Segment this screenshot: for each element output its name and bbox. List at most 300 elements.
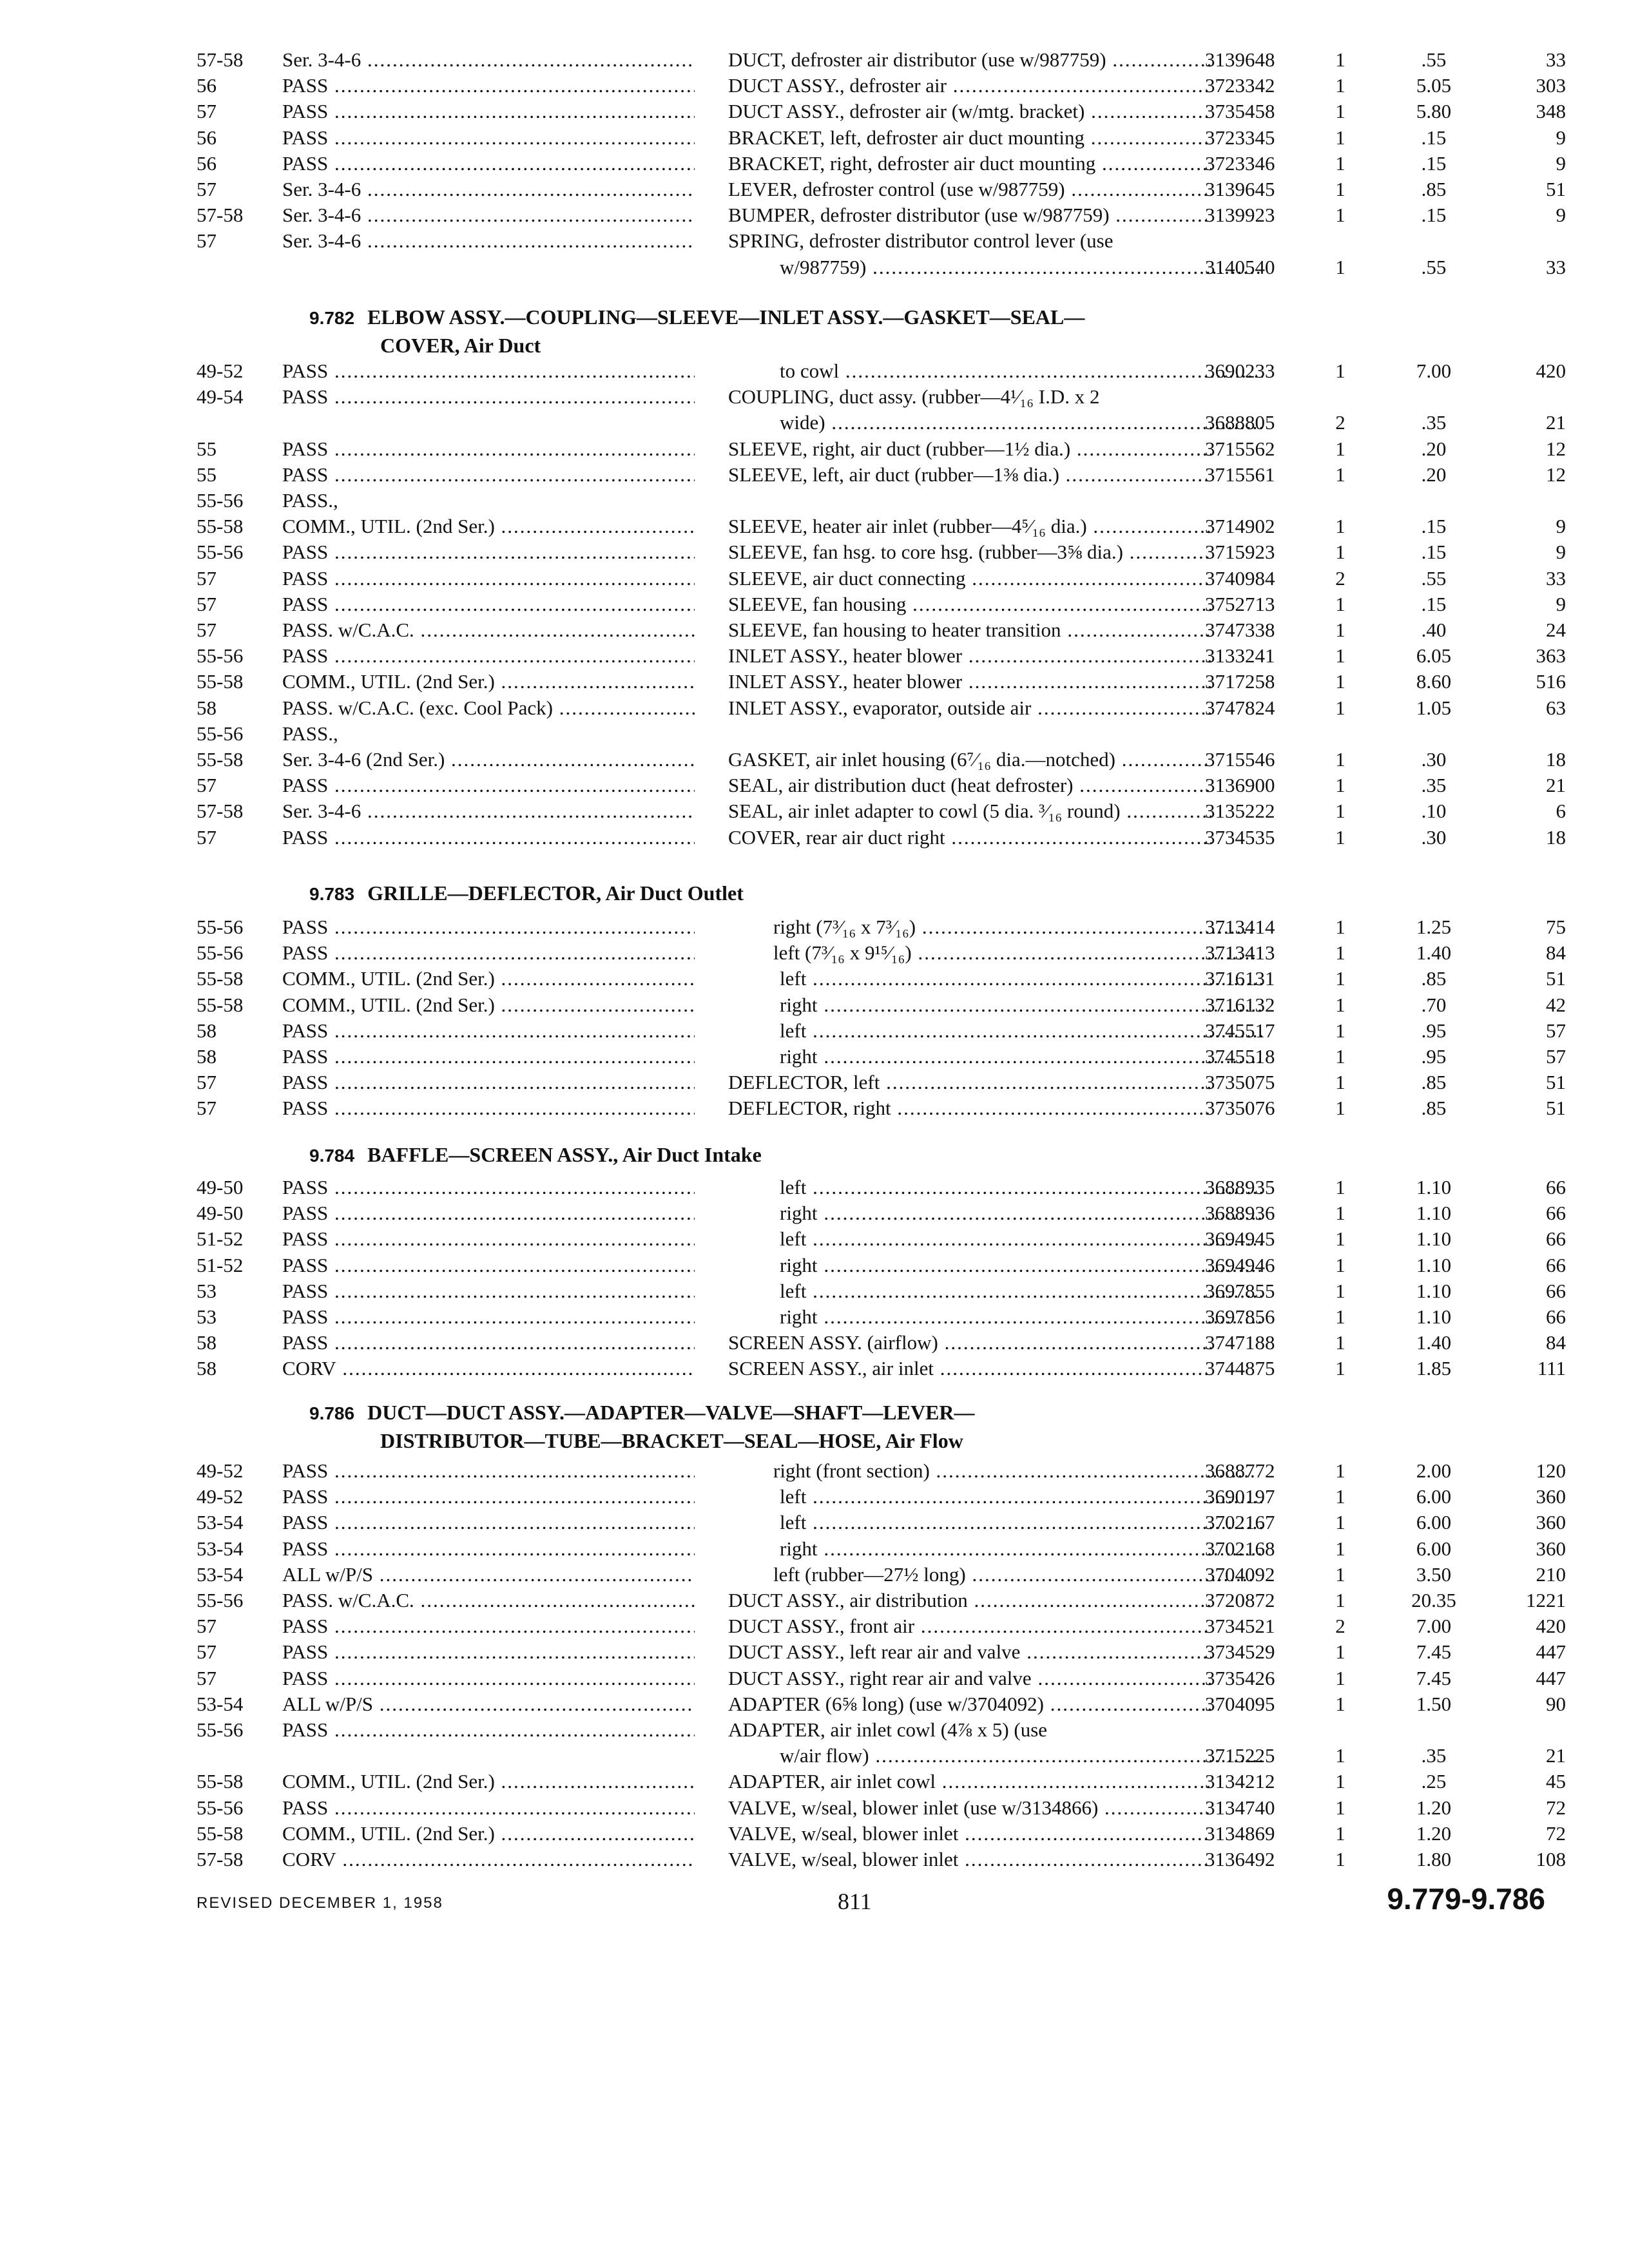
model-series-text: PASS	[282, 1331, 329, 1354]
model-year-text: 55-56	[197, 644, 244, 667]
model-year	[197, 1665, 280, 1692]
part-description	[728, 46, 1211, 73]
part-row	[0, 772, 1629, 799]
quantity-text: 1	[1335, 941, 1345, 964]
quantity	[1327, 254, 1353, 281]
quantity-text: 1	[1335, 1280, 1345, 1302]
part-number-text: 3720872	[1205, 1589, 1275, 1611]
price	[1385, 1225, 1482, 1253]
model-series	[282, 1483, 695, 1510]
price-code-text: 72	[1546, 1822, 1566, 1845]
part-description	[728, 72, 1211, 99]
price-code	[1482, 668, 1566, 695]
price-code-text: 9	[1556, 541, 1566, 563]
price-code	[1482, 1483, 1566, 1510]
quantity-text: 1	[1335, 1667, 1345, 1689]
model-year-text: 57-58	[197, 1848, 244, 1870]
price-code-text: 420	[1536, 1615, 1566, 1637]
part-number-text: 3713413	[1205, 941, 1275, 964]
quantity	[1327, 202, 1353, 229]
model-year-text: 57-58	[197, 800, 244, 822]
price-code	[1482, 1457, 1566, 1485]
quantity	[1327, 1043, 1353, 1070]
model-year	[197, 1716, 280, 1744]
model-year-text: 55-58	[197, 1770, 244, 1792]
price-text: .85	[1421, 178, 1447, 200]
part-number	[1205, 1069, 1327, 1096]
price-text: 1.80	[1416, 1848, 1452, 1870]
model-year	[197, 1535, 280, 1562]
quantity	[1327, 98, 1353, 125]
quantity	[1327, 1561, 1353, 1588]
model-series	[282, 1665, 695, 1692]
price-code	[1482, 617, 1566, 644]
part-number	[1205, 565, 1327, 592]
part-description	[728, 746, 1211, 773]
model-year	[197, 668, 280, 695]
model-year	[197, 1846, 280, 1873]
part-row	[0, 383, 1629, 410]
part-description	[780, 1278, 1263, 1305]
model-series	[282, 487, 695, 514]
model-year-text: 49-54	[197, 385, 244, 408]
part-row	[0, 1587, 1629, 1614]
part-description	[728, 824, 1211, 851]
price-code-text: 21	[1546, 774, 1566, 796]
model-year	[197, 98, 280, 125]
model-year-text: 49-52	[197, 1485, 244, 1508]
part-number-text: 3135222	[1205, 800, 1275, 822]
model-series	[282, 720, 695, 747]
price	[1385, 1665, 1482, 1692]
price	[1385, 1691, 1482, 1718]
price-code	[1482, 1043, 1566, 1070]
part-number	[1205, 1017, 1327, 1044]
part-number-text: 3747188	[1205, 1331, 1275, 1354]
part-row	[0, 939, 1629, 966]
model-series-text: Ser. 3-4-6	[282, 229, 361, 252]
part-description-text: DEFLECTOR, right	[728, 1097, 891, 1119]
model-year-text: 58	[197, 1045, 217, 1068]
model-series	[282, 1329, 695, 1356]
revision-date: REVISED DECEMBER 1, 1958	[197, 1894, 443, 1912]
model-series-text: PASS.,	[282, 722, 338, 745]
part-description-text: SLEEVE, fan hsg. to core hsg. (rubber—3⅝ dia.)	[728, 541, 1123, 563]
price	[1385, 176, 1482, 203]
part-description	[728, 1329, 1211, 1356]
part-row	[0, 176, 1629, 203]
part-description-text: DUCT ASSY., air distribution	[728, 1589, 968, 1611]
part-description-text: VALVE, w/seal, blower inlet (use w/3134866)	[728, 1796, 1099, 1819]
part-description	[728, 565, 1211, 592]
price-code-text: 420	[1536, 360, 1566, 382]
price-text: 1.25	[1416, 916, 1452, 938]
price-text: .30	[1421, 748, 1447, 771]
part-description-text: right	[780, 994, 818, 1016]
quantity	[1327, 409, 1353, 436]
section-number: 9.784	[309, 1146, 355, 1166]
part-row	[0, 358, 1629, 385]
part-row	[0, 914, 1629, 941]
quantity	[1327, 992, 1353, 1019]
part-description-text: w/air flow)	[780, 1744, 869, 1767]
price-code-text: 210	[1536, 1563, 1566, 1586]
part-description-text: left	[780, 1227, 807, 1250]
part-number	[1205, 1355, 1327, 1382]
model-series-text: COMM., UTIL. (2nd Ser.)	[282, 1770, 495, 1792]
quantity-text: 1	[1335, 1227, 1345, 1250]
price	[1385, 1329, 1482, 1356]
price-code-text: 33	[1546, 256, 1566, 278]
section-heading	[380, 331, 541, 360]
price	[1385, 1846, 1482, 1873]
price-code	[1482, 565, 1566, 592]
part-number	[1205, 965, 1327, 992]
model-series-text: PASS	[282, 437, 329, 460]
model-year	[197, 539, 280, 566]
part-number-text: 3688936	[1205, 1202, 1275, 1224]
model-year-text: 58	[197, 1331, 217, 1354]
model-year-text: 51-52	[197, 1227, 244, 1250]
model-year	[197, 1174, 280, 1201]
model-series	[282, 824, 695, 851]
price	[1385, 746, 1482, 773]
price-text: .15	[1421, 204, 1447, 226]
price-code	[1482, 1509, 1566, 1536]
price-text: 1.10	[1416, 1305, 1452, 1328]
model-series	[282, 1794, 695, 1821]
model-year-text: 51-52	[197, 1254, 244, 1276]
quantity-text: 1	[1335, 1511, 1345, 1533]
part-description	[728, 383, 1211, 410]
model-series	[282, 1768, 695, 1795]
price	[1385, 1768, 1482, 1795]
quantity	[1327, 1613, 1353, 1640]
model-year-text: 55-56	[197, 941, 244, 964]
model-series	[282, 1846, 695, 1873]
section-title: GRILLE—DEFLECTOR, Air Duct Outlet	[367, 881, 744, 905]
price-text: .55	[1421, 256, 1447, 278]
part-number	[1205, 72, 1327, 99]
price-text: 1.20	[1416, 1822, 1452, 1845]
price-code-text: 360	[1536, 1537, 1566, 1560]
model-series	[282, 1069, 695, 1096]
price-text: .15	[1421, 126, 1447, 149]
model-year	[197, 1457, 280, 1485]
price-text: 1.20	[1416, 1796, 1452, 1819]
part-number-text: 3704095	[1205, 1693, 1275, 1715]
quantity	[1327, 1095, 1353, 1122]
part-description	[728, 539, 1211, 566]
price-code-text: 9	[1556, 204, 1566, 226]
quantity-text: 1	[1335, 1589, 1345, 1611]
price-code	[1482, 1017, 1566, 1044]
quantity	[1327, 539, 1353, 566]
price-code-text: 75	[1546, 916, 1566, 938]
model-series-text: PASS	[282, 1485, 329, 1508]
model-series	[282, 1043, 695, 1070]
part-description-text: COVER, rear air duct right	[728, 826, 945, 849]
price	[1385, 1278, 1482, 1305]
model-series-text: PASS	[282, 1796, 329, 1819]
part-number-text: 3139648	[1205, 48, 1275, 71]
part-row	[0, 1200, 1629, 1227]
model-year-text: 55-56	[197, 489, 244, 512]
price-text: .35	[1421, 774, 1447, 796]
model-year-text: 55-58	[197, 967, 244, 990]
price-text: .85	[1421, 1071, 1447, 1093]
model-year	[197, 1069, 280, 1096]
part-number	[1205, 409, 1327, 436]
part-description	[728, 1768, 1211, 1795]
model-series	[282, 939, 695, 966]
model-year-text: 55-58	[197, 994, 244, 1016]
price-code-text: 9	[1556, 593, 1566, 615]
part-description	[728, 642, 1211, 669]
model-year-text: 57	[197, 1071, 217, 1093]
part-description-text: SLEEVE, heater air inlet (rubber—4⁵⁄₁₆ dia.)	[728, 515, 1087, 537]
quantity-text: 1	[1335, 1357, 1345, 1379]
part-row	[0, 617, 1629, 644]
price-code-text: 84	[1546, 941, 1566, 964]
price-code	[1482, 1794, 1566, 1821]
part-description-text: DUCT ASSY., front air	[728, 1615, 915, 1637]
price-code	[1482, 150, 1566, 177]
model-series	[282, 695, 695, 722]
quantity	[1327, 1665, 1353, 1692]
model-series-text: PASS	[282, 567, 329, 590]
model-series-text: PASS	[282, 1254, 329, 1276]
model-series	[282, 383, 695, 410]
price-code-text: 111	[1537, 1357, 1566, 1379]
model-year	[197, 1017, 280, 1044]
quantity	[1327, 46, 1353, 73]
model-year	[197, 720, 280, 747]
part-description	[728, 150, 1211, 177]
model-series-text: PASS	[282, 826, 329, 849]
part-description	[728, 1639, 1211, 1666]
price-code-text: 516	[1536, 670, 1566, 693]
model-year	[197, 1820, 280, 1847]
part-number	[1205, 1303, 1327, 1331]
part-description-text: SLEEVE, left, air duct (rubber—1⅜ dia.)	[728, 463, 1059, 486]
price-code	[1482, 914, 1566, 941]
part-number	[1205, 539, 1327, 566]
model-series-text: PASS	[282, 1615, 329, 1637]
model-series	[282, 1613, 695, 1640]
price	[1385, 1639, 1482, 1666]
part-number	[1205, 254, 1327, 281]
part-row	[0, 591, 1629, 618]
part-row	[0, 539, 1629, 566]
price-code	[1482, 1742, 1566, 1769]
price	[1385, 1252, 1482, 1279]
part-number	[1205, 642, 1327, 669]
part-number-text: 3723342	[1205, 74, 1275, 97]
part-number-text: 3140540	[1205, 256, 1275, 278]
part-description-text: right	[780, 1305, 818, 1328]
model-series	[282, 591, 695, 618]
part-row	[0, 72, 1629, 99]
quantity	[1327, 1303, 1353, 1331]
price	[1385, 1355, 1482, 1382]
model-series-text: PASS	[282, 1667, 329, 1689]
model-series	[282, 1355, 695, 1382]
part-number	[1205, 1691, 1327, 1718]
quantity-text: 1	[1335, 1770, 1345, 1792]
price-code	[1482, 539, 1566, 566]
model-series	[282, 1303, 695, 1331]
page-number: 811	[838, 1888, 872, 1914]
model-series-text: COMM., UTIL. (2nd Ser.)	[282, 994, 495, 1016]
part-description-text: SLEEVE, air duct connecting	[728, 567, 966, 590]
price	[1385, 461, 1482, 488]
price-code	[1482, 1278, 1566, 1305]
quantity-text: 1	[1335, 697, 1345, 719]
model-series	[282, 1587, 695, 1614]
model-year-text: 55-58	[197, 515, 244, 537]
price-code	[1482, 824, 1566, 851]
model-year	[197, 695, 280, 722]
model-series-text: PASS	[282, 593, 329, 615]
price	[1385, 72, 1482, 99]
part-number-text: 3697856	[1205, 1305, 1275, 1328]
price-code-text: 303	[1536, 74, 1566, 97]
model-series	[282, 642, 695, 669]
model-year-text: 55-58	[197, 1822, 244, 1845]
model-series	[282, 1457, 695, 1485]
price	[1385, 1742, 1482, 1769]
price-code-text: 66	[1546, 1202, 1566, 1224]
part-number-text: 3734535	[1205, 826, 1275, 849]
section-title: DUCT—DUCT ASSY.—ADAPTER—VALVE—SHAFT—LEVER—	[367, 1401, 975, 1424]
model-year	[197, 591, 280, 618]
model-year	[197, 46, 280, 73]
model-year-text: 55	[197, 437, 217, 460]
price-code	[1482, 1768, 1566, 1795]
model-year-text: 56	[197, 126, 217, 149]
price	[1385, 150, 1482, 177]
part-number-text: 3715923	[1205, 541, 1275, 563]
model-year-text: 49-52	[197, 1459, 244, 1482]
model-year-text: 57	[197, 1667, 217, 1689]
part-number	[1205, 1174, 1327, 1201]
quantity-text: 1	[1335, 1744, 1345, 1767]
model-series	[282, 227, 695, 255]
part-number-text: 3723346	[1205, 152, 1275, 175]
section-title: ELBOW ASSY.—COUPLING—SLEEVE—INLET ASSY.—GASKET—SEAL—	[367, 305, 1085, 329]
part-description	[780, 992, 1263, 1019]
model-series-text: PASS. w/C.A.C.	[282, 619, 414, 641]
section-number: 9.783	[309, 884, 355, 904]
price	[1385, 992, 1482, 1019]
price-code-text: 9	[1556, 515, 1566, 537]
model-year	[197, 965, 280, 992]
section-title: COVER, Air Duct	[380, 334, 541, 357]
model-year	[197, 461, 280, 488]
quantity	[1327, 1174, 1353, 1201]
part-description	[728, 1794, 1211, 1821]
model-year	[197, 1639, 280, 1666]
quantity	[1327, 668, 1353, 695]
part-description	[728, 513, 1211, 540]
model-year	[197, 824, 280, 851]
quantity-text: 1	[1335, 74, 1345, 97]
price	[1385, 1457, 1482, 1485]
quantity	[1327, 436, 1353, 463]
quantity-text: 1	[1335, 1848, 1345, 1870]
part-description	[728, 1846, 1211, 1873]
part-description	[728, 1355, 1211, 1382]
price-text: .25	[1421, 1770, 1447, 1792]
model-series-text: Ser. 3-4-6	[282, 204, 361, 226]
part-row	[0, 695, 1629, 722]
price	[1385, 824, 1482, 851]
part-number	[1205, 513, 1327, 540]
part-description-text: BRACKET, right, defroster air duct mounting	[728, 152, 1096, 175]
price-code	[1482, 1303, 1566, 1331]
part-description	[780, 1509, 1263, 1536]
part-row	[0, 1509, 1629, 1536]
model-series-text: PASS	[282, 385, 329, 408]
part-number	[1205, 914, 1327, 941]
price-code-text: 6	[1556, 800, 1566, 822]
part-number-text: 3702168	[1205, 1537, 1275, 1560]
quantity	[1327, 965, 1353, 992]
part-description	[773, 1457, 1257, 1485]
part-description-text: SPRING, defroster distributor control lever (use	[728, 229, 1113, 252]
price-code	[1482, 1613, 1566, 1640]
price-text: .35	[1421, 1744, 1447, 1767]
price-code-text: 57	[1546, 1019, 1566, 1042]
price-code	[1482, 98, 1566, 125]
part-number	[1205, 1509, 1327, 1536]
part-row	[0, 965, 1629, 992]
model-year	[197, 1355, 280, 1382]
model-year-text: 55-58	[197, 748, 244, 771]
section-heading	[380, 1427, 963, 1455]
model-series-text: COMM., UTIL. (2nd Ser.)	[282, 967, 495, 990]
quantity	[1327, 1457, 1353, 1485]
model-year	[197, 124, 280, 151]
part-description	[728, 202, 1211, 229]
quantity-text: 1	[1335, 1563, 1345, 1586]
part-row	[0, 1535, 1629, 1562]
price-code-text: 45	[1546, 1770, 1566, 1792]
model-series	[282, 565, 695, 592]
part-description-text: DUCT ASSY., right rear air and valve	[728, 1667, 1032, 1689]
price-code-text: 57	[1546, 1045, 1566, 1068]
quantity-text: 1	[1335, 619, 1345, 641]
section-heading	[309, 1398, 975, 1428]
model-year	[197, 487, 280, 514]
model-series-text: PASS.,	[282, 489, 338, 512]
part-number	[1205, 1561, 1327, 1588]
price-text: 1.05	[1416, 697, 1452, 719]
part-number	[1205, 939, 1327, 966]
model-series	[282, 1535, 695, 1562]
quantity	[1327, 1225, 1353, 1253]
part-number-text: 3688805	[1205, 411, 1275, 434]
price-code	[1482, 1820, 1566, 1847]
model-series	[282, 1174, 695, 1201]
part-number	[1205, 1483, 1327, 1510]
model-series	[282, 1017, 695, 1044]
quantity	[1327, 176, 1353, 203]
part-row	[0, 1278, 1629, 1305]
part-number	[1205, 1278, 1327, 1305]
model-year-text: 55-56	[197, 1718, 244, 1741]
